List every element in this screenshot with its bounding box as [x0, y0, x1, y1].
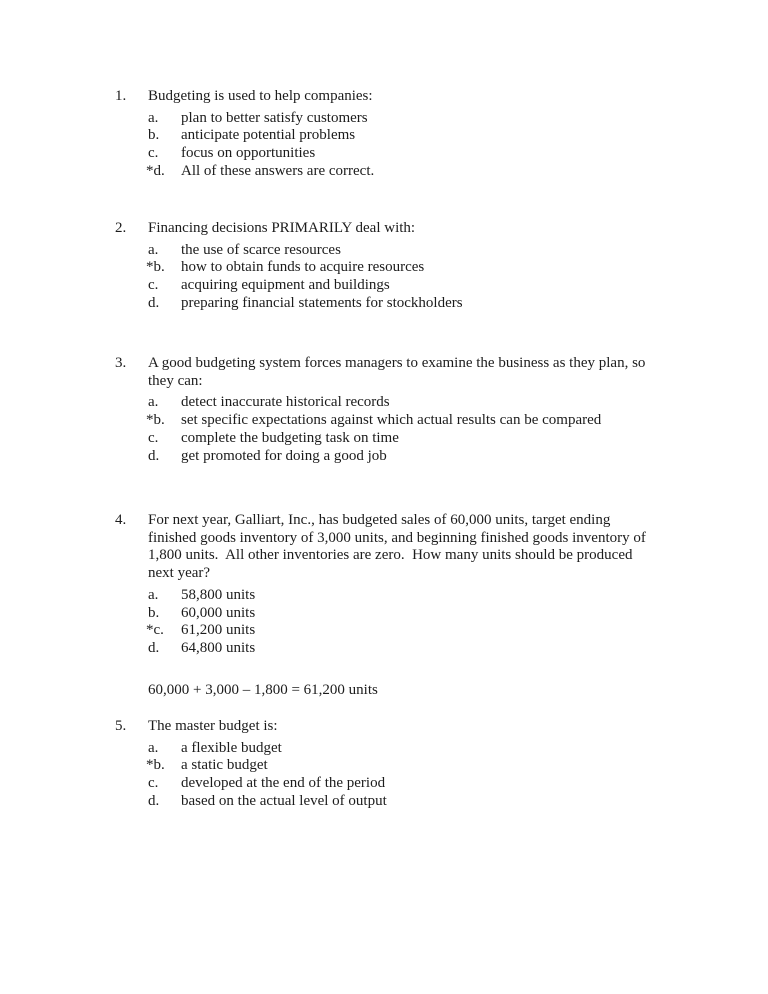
option-letter: b.: [148, 127, 160, 144]
option-letter: *b.: [146, 259, 165, 276]
calculation-note: 60,000 + 3,000 – 1,800 = 61,200 units: [148, 682, 378, 698]
question-text-line: The master budget is:: [148, 718, 278, 734]
option-letter: b.: [148, 604, 160, 621]
option-letter: c.: [148, 775, 159, 792]
question-text-line: next year?: [148, 565, 211, 582]
option-letter: c.: [148, 429, 159, 446]
option-row: [148, 259, 708, 277]
option-text: based on the actual level of output: [181, 792, 387, 809]
question-number: 3.: [115, 355, 127, 371]
option-text: preparing financial statements for stockholders: [181, 294, 463, 311]
option-text: complete the budgeting task on time: [181, 429, 399, 446]
option-text: get promoted for doing a good job: [181, 447, 387, 464]
option-text: 64,800 units: [181, 639, 256, 656]
question-text-line: A good budgeting system forces managers to examine the business as they plan, so: [148, 355, 646, 371]
option-row: [148, 412, 708, 430]
option-text: the use of scarce resources: [181, 241, 341, 258]
option-row: [148, 448, 708, 466]
option-text: focus on opportunities: [181, 145, 316, 162]
option-letter: a.: [148, 394, 159, 411]
option-text: plan to better satisfy customers: [181, 109, 368, 126]
question-text-line: 1,800 units. All other inventories are zero. How many units should be produced: [148, 547, 633, 564]
question-text-line: finished goods inventory of 3,000 units, and beginning finished goods inventory of: [148, 529, 646, 546]
option-row: [148, 277, 708, 295]
option-text: a flexible budget: [181, 739, 282, 756]
option-row: [148, 605, 708, 623]
option-row: [148, 793, 708, 811]
option-letter: a.: [148, 739, 159, 756]
question-text-line: Budgeting is used to help companies:: [148, 88, 373, 104]
question-number: 5.: [115, 718, 127, 734]
option-letter: a.: [148, 241, 159, 258]
option-row: [148, 242, 708, 260]
option-letter: *b.: [146, 757, 165, 774]
option-text: 60,000 units: [181, 604, 256, 621]
option-letter: d.: [148, 792, 160, 809]
option-text: 61,200 units: [181, 622, 256, 639]
option-text: developed at the end of the period: [181, 775, 386, 792]
question-text-line: they can:: [148, 372, 203, 389]
option-text: a static budget: [181, 757, 268, 774]
option-letter: d.: [148, 639, 160, 656]
option-text: All of these answers are correct.: [181, 162, 375, 179]
option-text: acquiring equipment and buildings: [181, 277, 390, 294]
option-row: [148, 640, 708, 658]
option-letter: a.: [148, 109, 159, 126]
option-row: [148, 740, 708, 758]
option-row: [148, 394, 708, 412]
option-letter: a.: [148, 586, 159, 603]
option-row: [148, 110, 708, 128]
option-letter: d.: [148, 294, 160, 311]
option-row: [148, 163, 708, 181]
option-text: anticipate potential problems: [181, 127, 356, 144]
option-row: [148, 757, 708, 775]
option-letter: c.: [148, 277, 159, 294]
option-row: [148, 430, 708, 448]
option-text: detect inaccurate historical records: [181, 394, 390, 411]
option-letter: *c.: [146, 622, 164, 639]
option-row: [148, 145, 708, 163]
option-row: [148, 127, 708, 145]
question-number: 2.: [115, 220, 127, 236]
option-text: 58,800 units: [181, 586, 256, 603]
question-text-line: Financing decisions PRIMARILY deal with:: [148, 220, 416, 236]
option-row: [148, 587, 708, 605]
question-number: 4.: [115, 512, 127, 528]
question-number: 1.: [115, 88, 127, 104]
question-text-line: For next year, Galliart, Inc., has budgeted sales of 60,000 units, target ending: [148, 512, 611, 528]
option-row: [148, 775, 708, 793]
option-text: set specific expectations against which actual results can be compared: [181, 412, 602, 429]
option-row: [148, 295, 708, 313]
option-letter: *b.: [146, 412, 165, 429]
option-letter: *d.: [146, 162, 165, 179]
option-text: how to obtain funds to acquire resources: [181, 259, 425, 276]
option-letter: d.: [148, 447, 160, 464]
option-row: [148, 622, 708, 640]
option-letter: c.: [148, 145, 159, 162]
